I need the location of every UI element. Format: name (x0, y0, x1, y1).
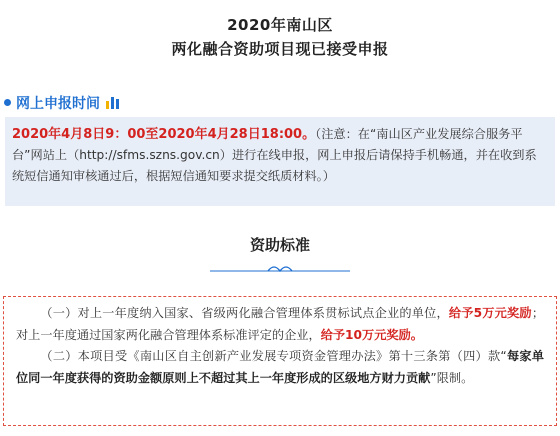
standard-content-box (3, 296, 557, 426)
online-section-header (0, 91, 560, 115)
application-note: （注意：在“南山区产业发展综合服务平台”网站上（http://sfms.szns.gov.cn）进行在线申报，网上申报后请保持手机畅通，并在收到系统短信通知审核通过后，根据短信通知要求提交纸质材料。） (12, 127, 537, 183)
para1-text-c: ；对上一年度通过国家两化融合管理体系标准评定的企业， (16, 306, 545, 342)
para2-text-a: （二）本项目受《南山区自主创新产业发展专项资金管理办法》第十三条第（四）款“ (40, 349, 507, 363)
application-date-range: 2020年4月8日9：00至2020年4月28日18:00。 (12, 127, 316, 142)
para2-bold-limit: 每家单位同一年度获得的资助金额原则上不超过其上一年度形成的区级地方财力贡献 (16, 349, 544, 385)
para1-text-a: （一）对上一年度纳入国家、省级两化融合管理体系贯标试点企业的单位， (40, 306, 449, 320)
standard-section-title: 资助标准 (249, 236, 310, 254)
page-title-year: 2020年南山区 (227, 16, 333, 34)
para2-text-c: ”限制。 (430, 370, 474, 385)
title-divider (210, 262, 350, 274)
bar-chart-icon (105, 94, 121, 110)
standard-paragraph-2 (16, 346, 544, 389)
online-info-box (5, 117, 555, 206)
para1-highlight-10w: 给予10万元奖励。 (320, 327, 423, 342)
bullet-dot-icon (4, 99, 11, 106)
para1-highlight-5w: 给予5万元奖励 (448, 306, 532, 320)
page-title: 两化融合资助项目现已接受申报 (171, 40, 389, 58)
standard-paragraph-1 (16, 303, 544, 346)
online-section-label: 网上申报时间 (16, 96, 100, 112)
